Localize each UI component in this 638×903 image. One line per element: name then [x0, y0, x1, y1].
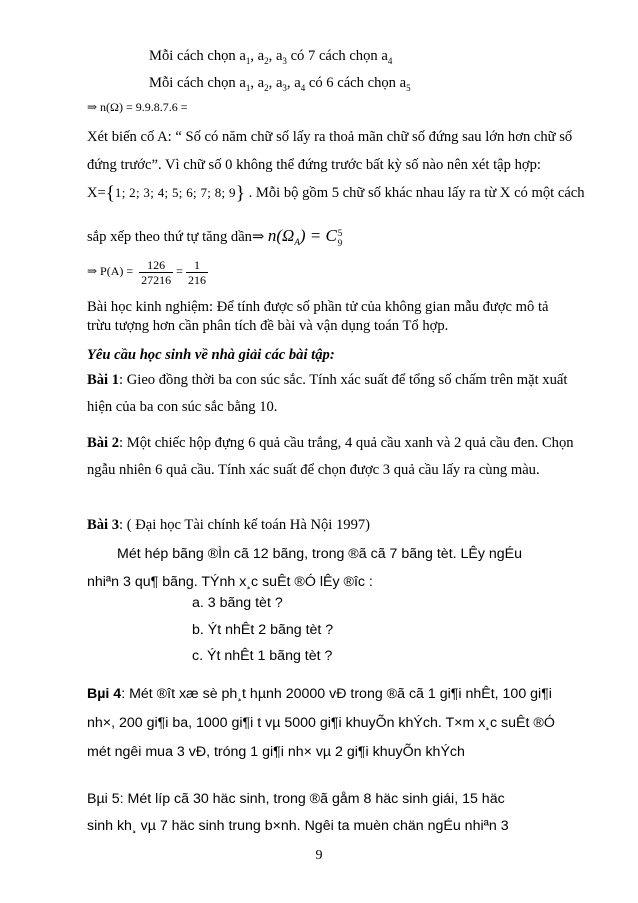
text-line: [87, 183, 585, 204]
text-segment: Mỗi cách chọn a: [149, 48, 246, 64]
probability-formula: [87, 254, 211, 288]
left-brace: {: [105, 183, 115, 204]
subscript: 3: [282, 55, 287, 66]
formula-text: ⇒ P(A) =: [87, 264, 134, 278]
subscript: 2: [264, 55, 269, 66]
set-elements: 1; 2; 3; 4; 5; 6; 7; 8; 9: [114, 185, 236, 200]
denominator: 216: [187, 272, 206, 287]
exercise-3: [87, 515, 370, 535]
subscript: A: [294, 236, 300, 247]
subscript: 9: [337, 237, 343, 248]
superscript: 5: [337, 227, 343, 238]
option-b: b. Ýt nhÊt 2 bãng tèt ?: [192, 622, 334, 638]
subscript: 5: [406, 82, 411, 93]
formula-n-omega: [87, 97, 188, 117]
text-line: mét ngêi mua 3 vÐ, tróng 1 gi¶i nh× vµ 2 gi¶i khuyÕn khÝch: [87, 744, 465, 760]
fraction: [186, 258, 208, 287]
formula-text: ) = C: [299, 226, 337, 245]
formula-text: ⇒ n(Ω) = 9.9.8.7.6 =: [87, 100, 188, 114]
text-line: Xét biến cố A: “ Số có năm chữ số lấy ra thoả mãn chữ số đứng sau lớn hơn chữ số: [87, 129, 573, 145]
text-line: hiện của ba con súc sắc bằng 10.: [87, 399, 278, 415]
text-segment: : ( Đại học Tài chính kế toán Hà Nội 1997): [119, 517, 371, 533]
text-segment: : Một chiếc hộp đựng 6 quả cầu trắng, 4 quả cầu xanh và 2 quả cầu đen. Chọn: [119, 435, 574, 451]
formula-text: n(Ω: [267, 226, 295, 245]
homework-heading: Yêu cầu học sinh về nhà giải các bài tập:: [87, 347, 335, 363]
text-line: Bài học kinh nghiệm: Để tính được số phần tử của không gian mẫu được mô tả: [87, 299, 549, 315]
text-segment: , a: [250, 48, 265, 64]
text-segment: X=: [87, 185, 106, 201]
exercise-1: [87, 370, 567, 390]
numerator: 1: [186, 258, 208, 273]
fraction: [139, 258, 173, 287]
option-c: c. Ýt nhÊt 1 bãng tèt ?: [192, 648, 333, 664]
text-segment: : Mét ®ît xæ sè ph¸t hµnh 20000 vÐ trong ®ã cã 1 gi¶i nhÊt, 100 gi¶i: [121, 686, 552, 702]
denominator: 27216: [141, 272, 172, 287]
text-segment: có 6 cách chọn a: [305, 75, 407, 91]
subscript: 4: [387, 55, 393, 66]
text-segment: Mỗi cách chọn a: [149, 75, 246, 91]
page-number: 9: [315, 848, 323, 863]
text-line: [87, 226, 342, 248]
text-line: Mét hép bãng ®Ìn cã 12 bãng, trong ®ã cã 7 bãng tèt. LÊy ngÉu: [117, 546, 523, 562]
text-segment: có 7 cách chọn a: [286, 48, 388, 64]
text-line: ngẫu nhiên 6 quả cầu. Tính xác suất để chọn được 3 quả cầu lấy ra cùng màu.: [87, 462, 540, 478]
subscript: 1: [245, 82, 251, 93]
exercise-5: Bµi 5: Mét líp cã 30 häc sinh, trong ®ã gåm 8 häc sinh giái, 15 häc: [87, 791, 505, 807]
text-line: [149, 46, 392, 66]
subscript: 2: [264, 82, 269, 93]
equals-sign: =: [176, 264, 183, 278]
option-a: a. 3 bãng tèt ?: [192, 595, 283, 611]
text-segment: , a: [268, 75, 283, 91]
combination-indices: [338, 228, 343, 248]
text-segment: , a: [268, 48, 283, 64]
text-line: trừu tượng hơn cần phân tích đề bài và vận dụng toán Tổ hợp.: [87, 318, 449, 334]
text-line: sinh kh¸ vµ 7 häc sinh trung b×nh. Ngêi ta muèn chän ngÉu nhiªn 3: [87, 818, 509, 834]
text-segment: , a: [250, 75, 265, 91]
text-line: nhiªn 3 qu¶ bãng. TÝnh x¸c suÊt ®Ó lÊy ®îc :: [87, 574, 373, 590]
text-segment: : Gieo đồng thời ba con súc sắc. Tính xác suất để tổng số chấm trên mặt xuất: [119, 372, 568, 388]
text-line: nh×, 200 gi¶i ba, 1000 gi¶i t vµ 5000 gi¶i khuyÕn khÝch. T×m x¸c suÊt ®Ó: [87, 715, 555, 731]
exercise-label: Bài 2: [87, 435, 120, 451]
exercise-label: Bài 1: [87, 372, 120, 388]
text-line: đứng trước”. Vì chữ số 0 không thể đứng trước bất kỳ số nào nên xét tập hợp:: [87, 157, 541, 173]
subscript: 3: [282, 82, 287, 93]
subscript: 1: [245, 55, 251, 66]
text-segment: , a: [286, 75, 301, 91]
exercise-4: [87, 684, 552, 704]
numerator: 126: [139, 258, 173, 273]
text-line: [149, 73, 411, 93]
exercise-label: Bài 3: [87, 517, 120, 533]
exercise-2: [87, 433, 574, 453]
subscript: 4: [300, 82, 306, 93]
right-brace: }: [235, 183, 245, 204]
exercise-label: Bµi 4: [87, 686, 122, 702]
text-segment: sắp xếp theo thứ tự tăng dần⇒: [87, 229, 268, 245]
text-segment: . Mỗi bộ gồm 5 chữ số khác nhau lấy ra từ X có một cách: [244, 185, 585, 201]
